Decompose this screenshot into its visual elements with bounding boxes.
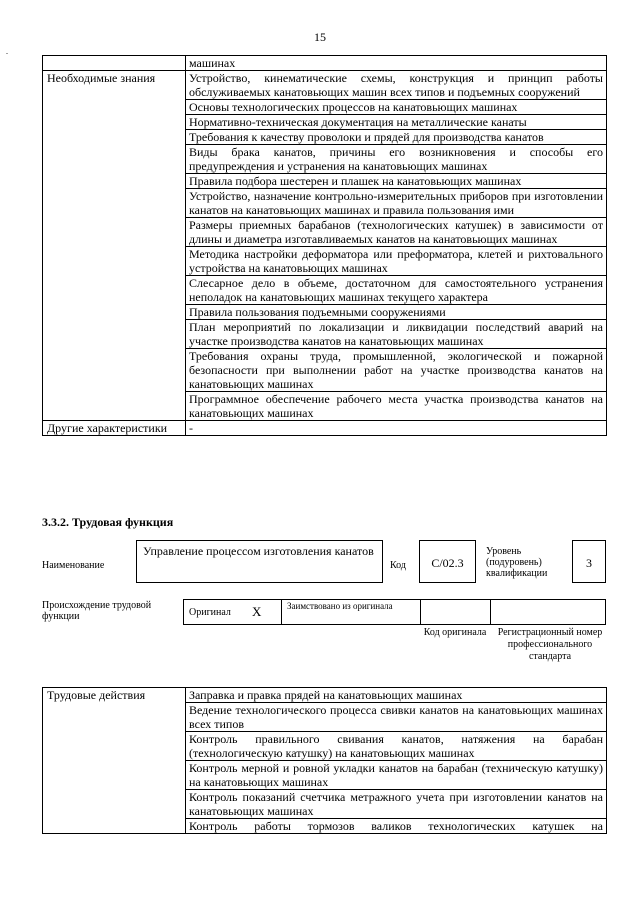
- function-name-box: [136, 540, 383, 583]
- action-item: Контроль правильного свивания канатов, натяжения на барабан (технологическую катушку) на канатовьющих машинах: [186, 732, 607, 761]
- reg-caption: Регистрационный номер профессионального стандарта: [497, 627, 603, 662]
- original-mark: X: [252, 604, 262, 619]
- level-label: Уровень (подуровень) квалификации: [486, 546, 548, 579]
- divider: [420, 600, 421, 624]
- origin-box: [183, 599, 606, 625]
- knowledge-item: Правила пользования подъемными сооружениями: [186, 305, 607, 320]
- knowledge-item: Требования к качеству проволоки и прядей для производства канатов: [186, 130, 607, 145]
- knowledge-item: Методика настройки деформатора или преформатора, клетей и рихтовального устройства на канатовьющих машинах: [186, 247, 607, 276]
- table-row: [43, 688, 607, 703]
- page-number: 15: [314, 30, 326, 44]
- margin-mark: .: [6, 47, 8, 56]
- level-box: [572, 540, 606, 583]
- knowledge-item: Виды брака канатов, причины его возникновения и способы его предупреждения и устранения на канатовьющих машинах: [186, 145, 607, 174]
- knowledge-item: Устройство, назначение контрольно-измерительных приборов при изготовлении канатов на канатовьющих машинах и правила пользования ими: [186, 189, 607, 218]
- knowledge-item: Основы технологических процессов на канатовьющих машинах: [186, 100, 607, 115]
- function-name: Управление процессом изготовления канатов: [143, 544, 374, 558]
- action-item: Контроль работы тормозов валиков технологических катушек на: [186, 819, 607, 834]
- actions-table: [42, 687, 607, 834]
- action-item: Контроль мерной и ровной укладки канатов на барабан (техническую катушку) на канатовьющих машинах: [186, 761, 607, 790]
- knowledge-item: Требования охраны труда, промышленной, экологической и пожарной безопасности при выполнении работ на участке производства канатов на канатовьющих машинах: [186, 349, 607, 392]
- name-label: Наименование: [42, 560, 105, 571]
- knowledge-item: Правила подбора шестерен и плашек на канатовьющих машинах: [186, 174, 607, 189]
- table-row: [43, 71, 607, 100]
- actions-label: Трудовые действия: [43, 688, 186, 834]
- other-label: Другие характеристики: [43, 421, 186, 436]
- knowledge-item: Устройство, кинематические схемы, конструкция и принцип работы обслуживаемых канатовьющих машин всех типов и подъемных сооружений: [186, 71, 607, 100]
- continuation-cell: машинах: [186, 56, 607, 71]
- action-item: Заправка и правка прядей на канатовьющих машинах: [186, 688, 607, 703]
- code-caption: Код оригинала: [423, 627, 487, 638]
- code-box: [419, 540, 476, 583]
- original-label: Оригинал: [189, 607, 231, 618]
- knowledge-item: План мероприятий по локализации и ликвидации последствий аварий на участке производства канатов на канатовьющих машинах: [186, 320, 607, 349]
- knowledge-table: [42, 55, 607, 436]
- code-label: Код: [390, 560, 406, 571]
- origin-label: Происхождение трудовой функции: [42, 600, 152, 622]
- table-row: [43, 56, 607, 71]
- divider: [490, 600, 491, 624]
- knowledge-item: Программное обеспечение рабочего места участка производства канатов на канатовьющих машинах: [186, 392, 607, 421]
- knowledge-label: Необходимые знания: [43, 71, 186, 421]
- knowledge-item: Размеры приемных барабанов (технологических катушек) в зависимости от длины и диаметра изготавливаемых канатов на канатовьющих машинах: [186, 218, 607, 247]
- borrowed-label: Заимствовано из оригинала: [287, 601, 393, 611]
- knowledge-item: Нормативно-техническая документация на металлические канаты: [186, 115, 607, 130]
- other-value: -: [186, 421, 607, 436]
- action-item: Ведение технологического процесса свивки канатов на канатовьющих машинах всех типов: [186, 703, 607, 732]
- empty-cell: [43, 56, 186, 71]
- knowledge-item: Слесарное дело в объеме, достаточном для самостоятельного устранения неполадок на канатовьющих машинах текущего характера: [186, 276, 607, 305]
- code-value: С/02.3: [431, 556, 464, 570]
- level-value: 3: [586, 556, 592, 570]
- divider: [281, 600, 282, 624]
- table-row: [43, 421, 607, 436]
- action-item: Контроль показаний счетчика метражного учета при изготовлении канатов на канатовьющих машинах: [186, 790, 607, 819]
- section-title: 3.3.2. Трудовая функция: [42, 515, 174, 529]
